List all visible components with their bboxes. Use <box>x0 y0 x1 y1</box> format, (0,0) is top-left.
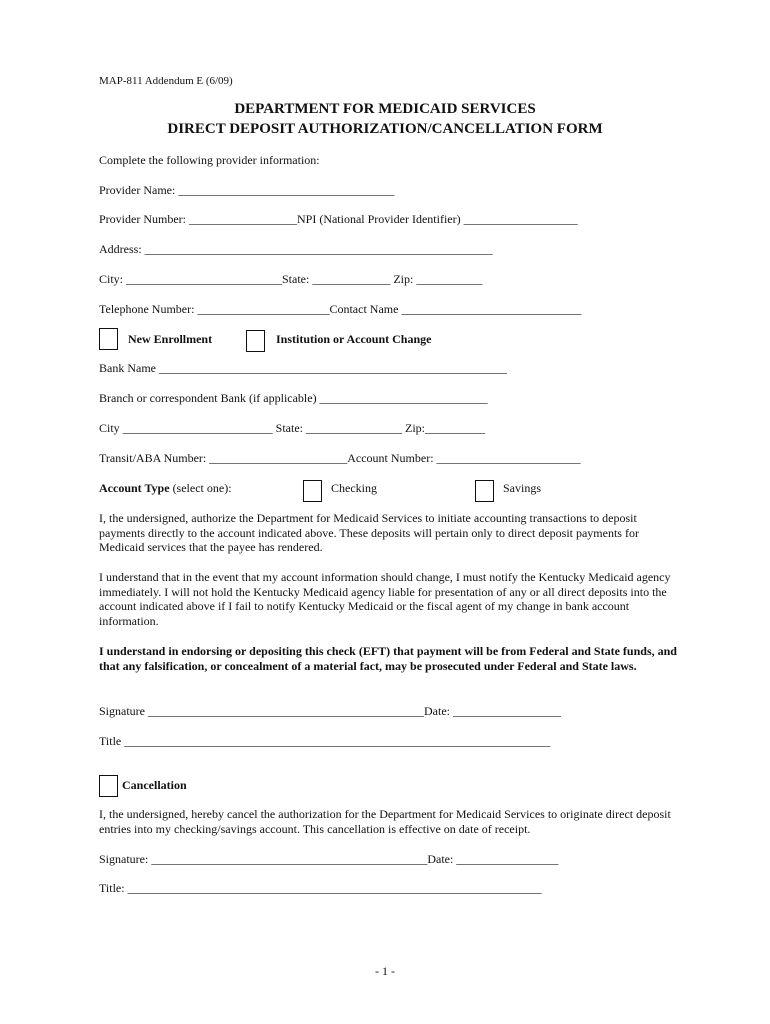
form-title: DIRECT DEPOSIT AUTHORIZATION/CANCELLATION FORM <box>167 121 603 137</box>
transit-account-field[interactable]: Transit/ABA Number: _______________________Account Number: ________________________ <box>99 451 581 465</box>
city-state-zip-field[interactable]: City: __________________________State: _____________ Zip: ___________ <box>99 272 483 286</box>
bank-name-field[interactable]: Bank Name __________________________________________________________ <box>99 361 507 375</box>
savings-checkbox[interactable] <box>475 480 494 502</box>
account-type-hint: (select one): <box>172 481 232 495</box>
account-type-label: Account Type <box>99 481 170 495</box>
bank-city-state-zip-field[interactable]: City _________________________ State: ________________ Zip:__________ <box>99 421 485 435</box>
new-enrollment-label: New Enrollment <box>128 332 213 346</box>
department-title: DEPARTMENT FOR MEDICAID SERVICES <box>234 101 536 117</box>
notification-paragraph: I understand that in the event that my account information should change, I must notify the Kentucky Medicaid agency immediately. I will not hold the Kentucky Medicaid agency liable for presentation of any or all direct deposits into the account indicated above if I fail to notify Kentucky Medicaid or the fiscal agent of my change in bank account information. <box>99 570 671 628</box>
branch-bank-field[interactable]: Branch or correspondent Bank (if applicable) ____________________________ <box>99 391 488 405</box>
account-type-row <box>99 481 232 495</box>
cancellation-checkbox[interactable] <box>99 775 118 797</box>
cancellation-label: Cancellation <box>122 778 187 792</box>
page-number: - 1 - <box>375 964 395 978</box>
signature-date-field[interactable]: Signature ______________________________________________Date: __________________ <box>99 704 561 718</box>
cancellation-paragraph: I, the undersigned, hereby cancel the authorization for the Department for Medicaid Services to originate direct deposit entries into my checking/savings account. This cancellation is effective on date of receipt. <box>99 807 671 836</box>
checking-label: Checking <box>331 481 377 495</box>
telephone-contact-field[interactable]: Telephone Number: ______________________Contact Name ______________________________ <box>99 302 582 316</box>
address-field[interactable]: Address: __________________________________________________________ <box>99 242 493 256</box>
intro-text: Complete the following provider information: <box>99 153 320 167</box>
cancel-signature-date-field[interactable]: Signature: ______________________________________________Date: _________________ <box>99 852 559 866</box>
institution-change-checkbox[interactable] <box>246 330 265 352</box>
title-field[interactable]: Title _______________________________________________________________________ <box>99 734 551 748</box>
institution-change-label: Institution or Account Change <box>276 332 432 346</box>
cancel-title-field[interactable]: Title: _____________________________________________________________________ <box>99 881 542 895</box>
provider-name-field[interactable]: Provider Name: ____________________________________ <box>99 183 395 197</box>
checking-checkbox[interactable] <box>303 480 322 502</box>
eft-warning-paragraph: I understand in endorsing or depositing this check (EFT) that payment will be from Federal and State funds, and that any falsification, or concealment of a material fact, may be prosecuted under Federal and State laws. <box>99 644 677 673</box>
authorization-paragraph: I, the undersigned, authorize the Department for Medicaid Services to initiate accounting transactions to deposit payments directly to the account indicated above. These deposits will pertain only to direct deposit payments for Medicaid services that the payee has rendered. <box>99 511 639 555</box>
provider-number-npi-field[interactable]: Provider Number: __________________NPI (National Provider Identifier) ___________________ <box>99 212 578 226</box>
savings-label: Savings <box>503 481 542 495</box>
form-id: MAP-811 Addendum E (6/09) <box>99 75 233 87</box>
new-enrollment-checkbox[interactable] <box>99 328 118 350</box>
